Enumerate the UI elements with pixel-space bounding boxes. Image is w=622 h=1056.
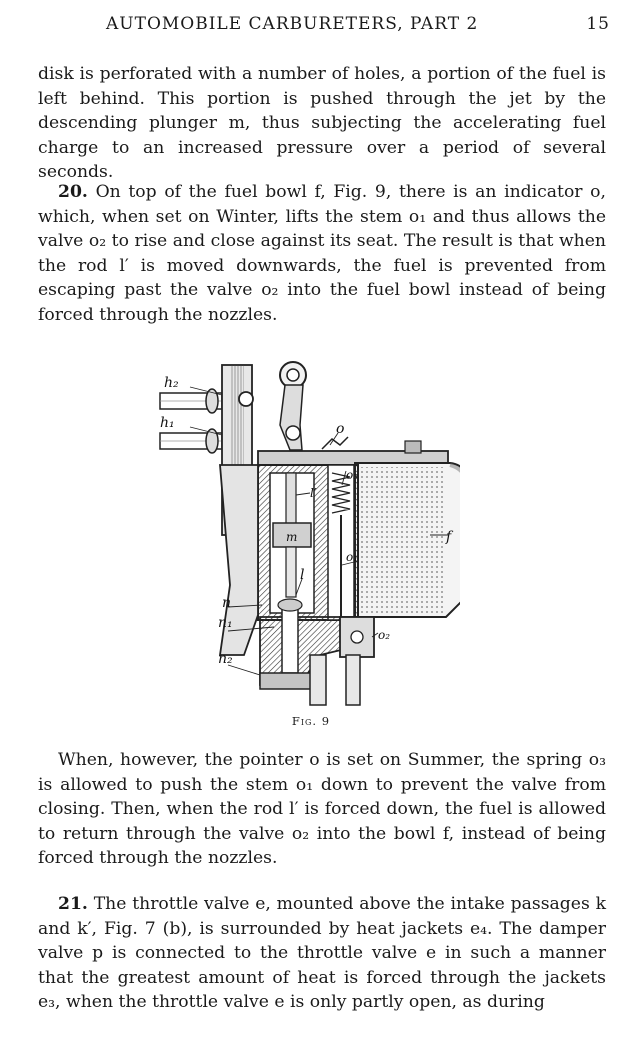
carburetor-figure [150,355,460,707]
carburetor-illustration [150,355,460,707]
fuel-bowl [355,463,460,625]
label-o1: o₁ [346,550,359,564]
label-f: f [446,529,452,545]
paragraph-text: The throttle valve e, mounted above the intake passages k and k′, Fig. 7 (b), is surrounded by heat jackets e₄. The damper valve p is connected to the throttle valve e in such a manner that the greatest amount of heat is forced through the jackets e₃, when the throttle valve e is only partly open, as during [38,894,606,1013]
paragraph-number: 20. [58,182,88,202]
paragraph-21 [38,892,606,1015]
label-m: m [286,530,298,544]
paragraph-continuation [38,62,606,185]
label-o2: o₂ [378,628,391,642]
paragraph-text: On top of the fuel bowl f, Fig. 9, there is an indicator o, which, when set on Winter, lifts the stem o₁ and thus allows the valve o₂ to rise and close against its seat. The result is that when the rod l′ is moved downwards, the fuel is prevented from escaping past the valve o₂ into the fuel bowl instead of being forced through the nozzles. [38,182,606,325]
figure-caption: Fig. 9 [291,714,331,728]
label-o: o [336,421,345,437]
label-h2: h₂ [164,375,179,391]
label-n: n [222,595,232,611]
paragraph-20 [38,180,606,328]
label-h1: h₁ [160,415,175,431]
label-l: l [300,567,305,583]
paragraph-text: disk is perforated with a number of holes, a portion of the fuel is left behind. This portion is pushed through the jet by the descending plunger m, thus subjecting the accelerating fuel charge to an increased pressure over a period of several seconds. [38,64,606,183]
page-number: 15 [586,14,610,34]
label-lprime: l′ [310,486,317,500]
carburetor-body [258,465,358,620]
linkage-lever [280,362,306,450]
label-o3: o₃ [346,468,359,482]
running-title: AUTOMOBILE CARBURETERS, PART 2 [106,14,479,34]
label-n1: n₁ [218,615,233,631]
paragraph-number: 21. [58,894,88,914]
label-n2: n₂ [218,651,233,667]
paragraph-summer [38,748,606,871]
paragraph-text: When, however, the pointer o is set on Summer, the spring o₃ is allowed to push the stem o₁ down to prevent the valve from closing. Then, when the rod l′ is forced down, the fuel is allowed to return through the valve o₂ into the bowl f, instead of being forced through the nozzles. [38,750,606,869]
